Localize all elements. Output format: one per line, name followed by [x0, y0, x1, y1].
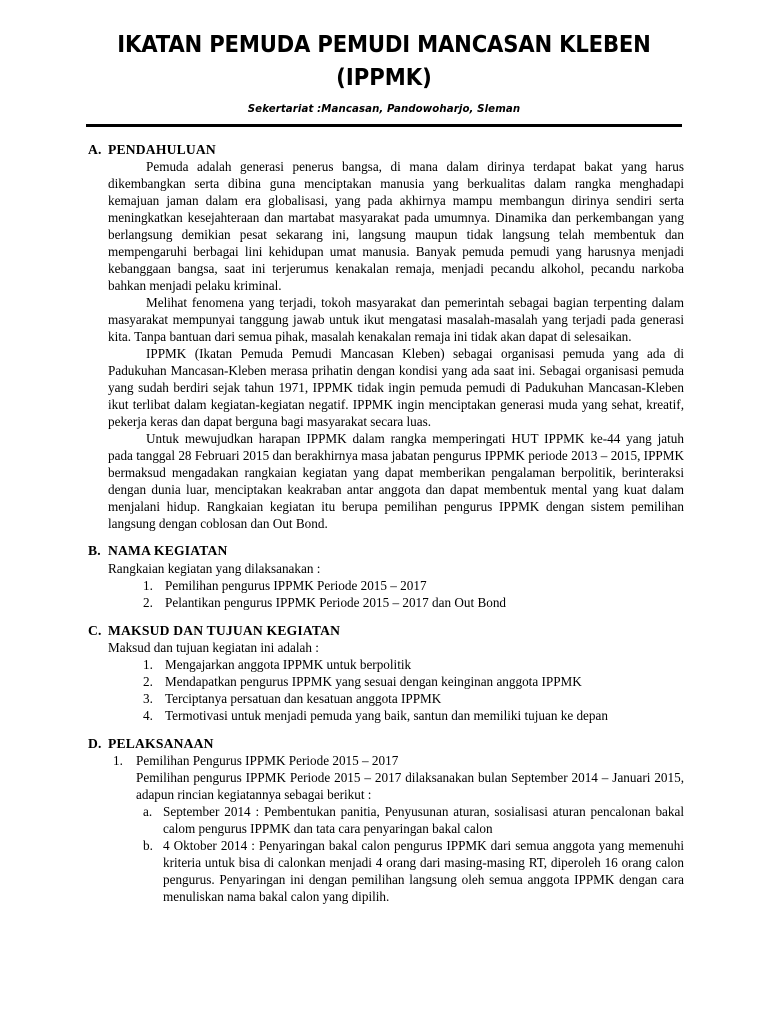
section-title: NAMA KEGIATAN [108, 543, 228, 559]
sublist-item [143, 804, 684, 838]
section-heading [88, 542, 684, 559]
schedule-sublist [136, 804, 684, 906]
list-item [143, 708, 684, 725]
section-letter: D. [88, 735, 102, 751]
list-marker: 3. [143, 691, 153, 707]
list-item-text: Terciptanya persatuan dan kesatuan anggota IPPMK [165, 691, 442, 707]
list-item [143, 674, 684, 691]
list-item-text: Mendapatkan pengurus IPPMK yang sesuai dengan keinginan anggota IPPMK [165, 674, 582, 690]
activity-list [108, 578, 684, 612]
section-lead-text: Rangkaian kegiatan yang dilaksanakan : [108, 560, 321, 576]
list-item-description: Pemilihan pengurus IPPMK Periode 2015 – 2017 dilaksanakan bulan September 2014 – Januari 2015, adapun rincian kegiatannya sebagai berikut : [136, 770, 684, 803]
list-item-text: Pelantikan pengurus IPPMK Periode 2015 – 2017 dan Out Bond [165, 594, 507, 610]
paragraph: Pemuda adalah generasi penerus bangsa, di mana dalam dirinya terdapat bakat yang harus dikembangkan serta dibina guna menciptakan manusia yang berkualitas dalam rangka menghadapi kemajuan jaman dalam era globalisasi, yang pada akhirnya mampu membangun dirinya sendiri serta meningkatkan kesejahteraan dan martabat masyarakat pada umumnya. Dinamika dan perkembangan yang berlangsung demikian pesat sekarang ini, langsung maupun tidak langsung telah membentuk dan mempengaruhi berbagai lini kehidupan umat manusia. Banyak pemuda pemudi yang harusnya menjadi kebanggaan bangsa, saat ini terjerumus kenakalan remaja, menjadi pecandu alkohol, pecandu narkoba bahkan menjadi pelaku kriminal. [108, 159, 684, 294]
section-body [88, 561, 684, 612]
sublist-marker: a. [143, 804, 153, 820]
section-maksud-dan-tujuan [88, 622, 684, 725]
paragraph: IPPMK (Ikatan Pemuda Pemudi Mancasan Kleben) sebagai organisasi pemuda yang ada di Padukuhan Mancasan-Kleben merasa prihatin dengan kondisi yang ada saat ini. Sebagai organisasi pemuda yang sudah berdiri sejak tahun 1971, IPPMK tidak ingin pemuda pemudi di Padukuhan Mancasan-Kleben ikut terlibat dalam kegiatan-kegiatan negatif. IPPMK ingin menciptakan generasi muda yang sehat, kreatif, pekerja keras dan dapat berguna bagi masyarakat secara luas. [108, 345, 684, 429]
list-marker: 1. [143, 657, 153, 673]
secretariat-address: Sekertariat :Mancasan, Pandowoharjo, Sleman [247, 104, 521, 116]
list-item [143, 657, 684, 674]
section-body [88, 159, 684, 532]
section-lead-text: Maksud dan tujuan kegiatan ini adalah : [108, 640, 319, 656]
list-item-body [136, 753, 684, 906]
section-nama-kegiatan [88, 542, 684, 611]
organization-title: IKATAN PEMUDA PEMUDI MANCASAN KLEBEN [117, 30, 651, 58]
list-item [143, 691, 684, 708]
section-letter: A. [88, 142, 102, 158]
list-marker: 1. [113, 753, 123, 769]
section-heading [88, 141, 684, 158]
list-item [143, 578, 684, 595]
section-body [88, 753, 684, 906]
list-marker: 2. [143, 674, 153, 690]
section-title: PELAKSANAAN [108, 735, 214, 751]
section-title: MAKSUD DAN TUJUAN KEGIATAN [108, 622, 341, 638]
organization-abbreviation: (IPPMK) [336, 62, 432, 91]
section-letter: C. [88, 622, 102, 638]
objectives-list [108, 657, 684, 725]
implementation-list [108, 753, 684, 906]
list-item [113, 753, 684, 906]
list-marker: 1. [143, 577, 153, 593]
section-pendahuluan [88, 141, 684, 532]
document-body [84, 141, 684, 906]
section-heading [88, 735, 684, 752]
header-divider-rule [86, 124, 682, 127]
list-item-title: Pemilihan Pengurus IPPMK Periode 2015 – 2017 [136, 753, 399, 769]
section-body [88, 640, 684, 725]
paragraph: Untuk mewujudkan harapan IPPMK dalam rangka memperingati HUT IPPMK ke-44 yang jatuh pada tanggal 28 Februari 2015 dan berakhirnya masa jabatan pengurus IPPMK periode 2013 – 2015, IPPMK bermaksud mengadakan rangkaian kegiatan yang dapat memberikan pengalaman berpolitik, berinteraksi dengan dunia luar, menciptakan keakraban antar anggota dan dapat membentuk mental yang kuat dalam menjalani hidup. Rangkaian kegiatan itu berupa pemilihan pengurus IPPMK dengan sistem pemilihan langsung dengan coblosan dan Out Bond. [108, 430, 684, 531]
letterhead [0, 0, 768, 127]
section-pelaksanaan [88, 735, 684, 906]
sublist-marker: b. [143, 838, 153, 854]
section-letter: B. [88, 543, 101, 559]
sublist-item-text: September 2014 : Pembentukan panitia, Penyusunan aturan, sosialisasi aturan pencalonan bakal calom pengurus IPPMK dan tata cara penyaringan bakal calon [163, 804, 684, 837]
sublist-item-text: 4 Oktober 2014 : Penyaringan bakal calon pengurus IPPMK dari semua anggota yang memenuhi kriteria untuk bisa di calonkan menjadi 4 orang dari masing-masing RT, diperoleh 16 orang calon pengurus. Penyaringan ini dengan pemilihan langsung oleh semua anggota IPPMK dengan cara menuliskan nama bakal calon yang dipilih. [163, 838, 684, 905]
list-marker: 2. [143, 594, 153, 610]
sublist-item [143, 838, 684, 906]
section-heading [88, 622, 684, 639]
paragraph: Melihat fenomena yang terjadi, tokoh masyarakat dan pemerintah sebagai bagian terpenting dalam masyarakat mempunyai tanggung jawab untuk ikut mengatasi masalah-masalah yang terjadi pada generasi kita. Tanpa bantuan dari semua pihak, masalah kenakalan remaja ini tidak akan dapat di selesaikan. [108, 295, 684, 345]
list-item-text: Mengajarkan anggota IPPMK untuk berpolitik [165, 657, 412, 673]
list-marker: 4. [143, 708, 153, 724]
list-item-text: Pemilihan pengurus IPPMK Periode 2015 – 2017 [165, 577, 427, 593]
list-item [143, 595, 684, 612]
section-title: PENDAHULUAN [108, 142, 216, 158]
list-item-text: Termotivasi untuk menjadi pemuda yang baik, santun dan memiliki tujuan ke depan [165, 708, 608, 724]
